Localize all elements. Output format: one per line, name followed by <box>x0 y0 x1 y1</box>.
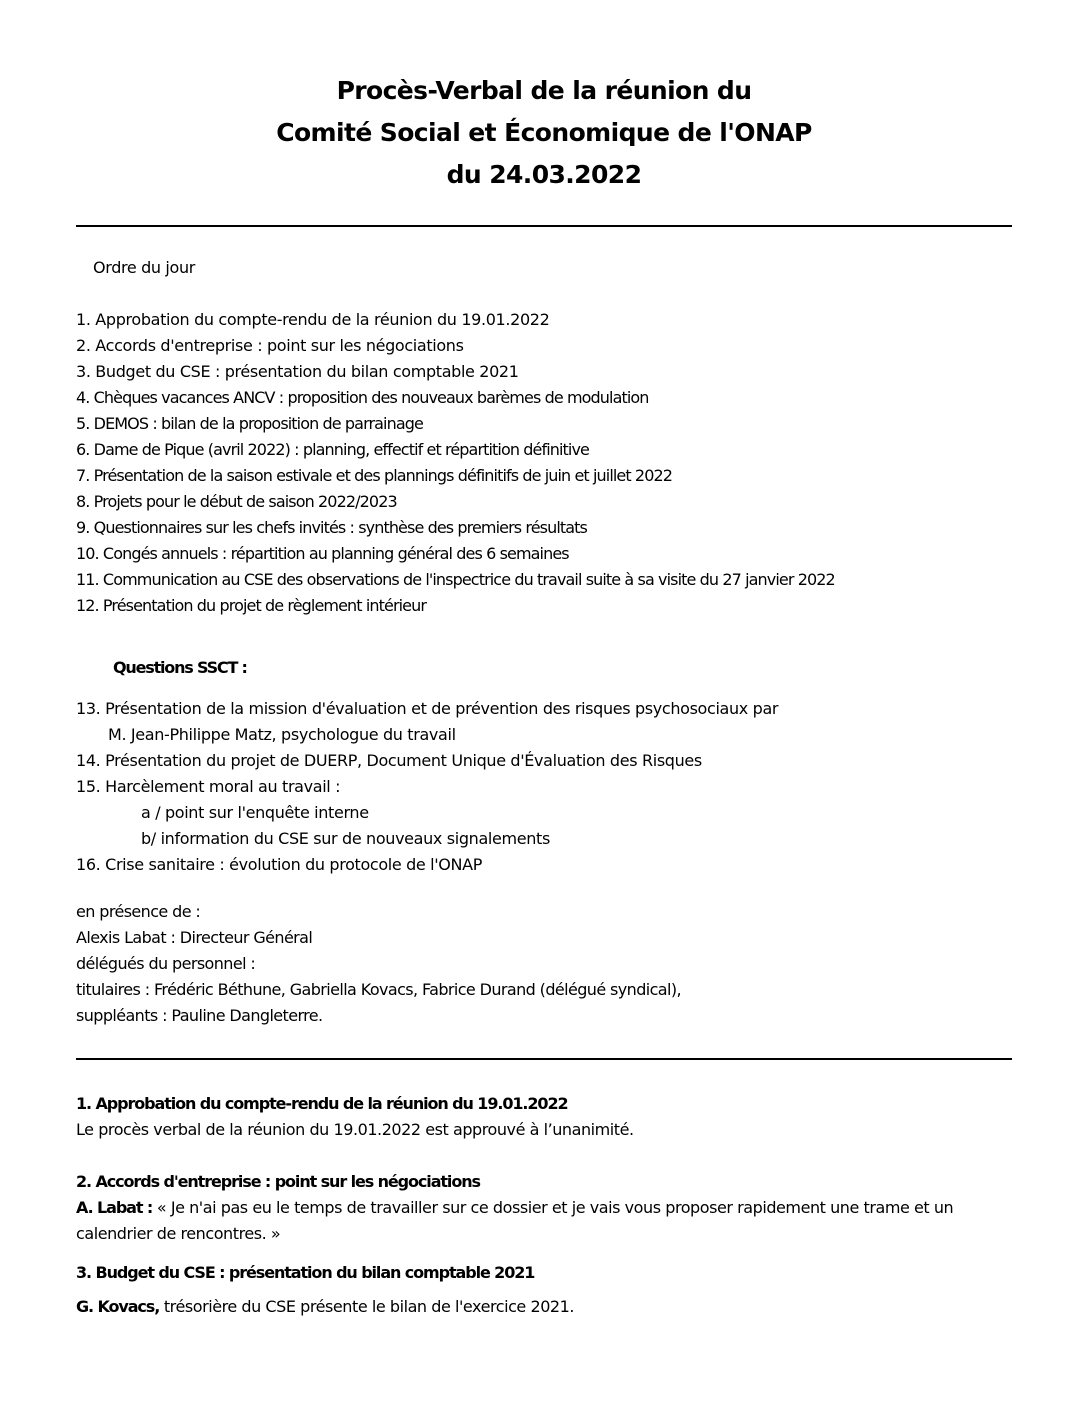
section-body-text: Le procès verbal de la réunion du 19.01.2022 est approuvé à l’unanimité. <box>76 1120 634 1139</box>
ssct-item: 13. Présentation de la mission d'évaluation et de prévention des risques psychosociaux par <box>76 699 779 718</box>
agenda-item: 2. Accords d'entreprise : point sur les négociations <box>76 336 464 355</box>
agenda-item: 7. Présentation de la saison estivale et des plannings définitifs de juin et juillet 2022 <box>76 466 673 485</box>
agenda-item: 6. Dame de Pique (avril 2022) : planning, effectif et répartition définitive <box>76 440 589 459</box>
ssct-subitem: a / point sur l'enquête interne <box>141 803 369 822</box>
agenda-item: 11. Communication au CSE des observations de l'inspectrice du travail suite à sa visite du 27 janvier 2022 <box>76 570 835 589</box>
agenda-heading: Ordre du jour <box>93 258 195 277</box>
title-line: Comité Social et Économique de l'ONAP <box>276 118 812 147</box>
horizontal-rule <box>76 225 1012 227</box>
section-body-text: « Je n'ai pas eu le temps de travailler sur ce dossier et je vais vous proposer rapidement une trame et un calendrier de rencontres. » <box>76 1198 954 1243</box>
agenda-item: 12. Présentation du projet de règlement intérieur <box>76 596 427 615</box>
section-body <box>76 1195 1016 1247</box>
attendance-line: délégués du personnel : <box>76 954 256 973</box>
agenda-item: 1. Approbation du compte-rendu de la réunion du 19.01.2022 <box>76 310 550 329</box>
section-title: 1. Approbation du compte-rendu de la réunion du 19.01.2022 <box>76 1094 568 1113</box>
section-body <box>76 1117 1016 1143</box>
agenda-item: 3. Budget du CSE : présentation du bilan comptable 2021 <box>76 362 519 381</box>
section-title: 3. Budget du CSE : présentation du bilan comptable 2021 <box>76 1263 535 1282</box>
ssct-item-continuation: M. Jean-Philippe Matz, psychologue du travail <box>108 725 456 744</box>
ssct-heading: Questions SSCT : <box>113 658 247 677</box>
attendance-line: Alexis Labat : Directeur Général <box>76 928 313 947</box>
ssct-item: 16. Crise sanitaire : évolution du protocole de l'ONAP <box>76 855 483 874</box>
agenda-item: 8. Projets pour le début de saison 2022/2023 <box>76 492 397 511</box>
attendance-block <box>76 899 681 1029</box>
attendance-line: en présence de : <box>76 902 201 921</box>
section-title: 2. Accords d'entreprise : point sur les négociations <box>76 1172 480 1191</box>
attendance-line: suppléants : Pauline Dangleterre. <box>76 1006 323 1025</box>
ssct-subitem: b/ information du CSE sur de nouveaux signalements <box>141 829 550 848</box>
speaker-label: G. Kovacs, <box>76 1297 160 1316</box>
ssct-item: 14. Présentation du projet de DUERP, Document Unique d'Évaluation des Risques <box>76 751 702 770</box>
section-body <box>76 1294 1016 1320</box>
title-line: du 24.03.2022 <box>446 160 642 189</box>
minutes-section <box>76 1260 1016 1320</box>
minutes-section <box>76 1169 1016 1247</box>
document-title <box>0 70 1088 196</box>
agenda-item: 5. DEMOS : bilan de la proposition de parrainage <box>76 414 423 433</box>
minutes-section <box>76 1091 1016 1143</box>
ssct-list <box>76 696 778 878</box>
agenda-item: 9. Questionnaires sur les chefs invités : synthèse des premiers résultats <box>76 518 587 537</box>
attendance-line: titulaires : Frédéric Béthune, Gabriella Kovacs, Fabrice Durand (délégué syndical), <box>76 980 681 999</box>
speaker-label: A. Labat : <box>76 1198 153 1217</box>
agenda-item: 10. Congés annuels : répartition au planning général des 6 semaines <box>76 544 569 563</box>
title-line: Procès-Verbal de la réunion du <box>336 76 752 105</box>
ssct-item: 15. Harcèlement moral au travail : <box>76 777 341 796</box>
agenda-item: 4. Chèques vacances ANCV : proposition des nouveaux barèmes de modulation <box>76 388 649 407</box>
section-body-text: trésorière du CSE présente le bilan de l'exercice 2021. <box>159 1297 575 1316</box>
horizontal-rule <box>76 1058 1012 1060</box>
agenda-list <box>76 307 835 619</box>
